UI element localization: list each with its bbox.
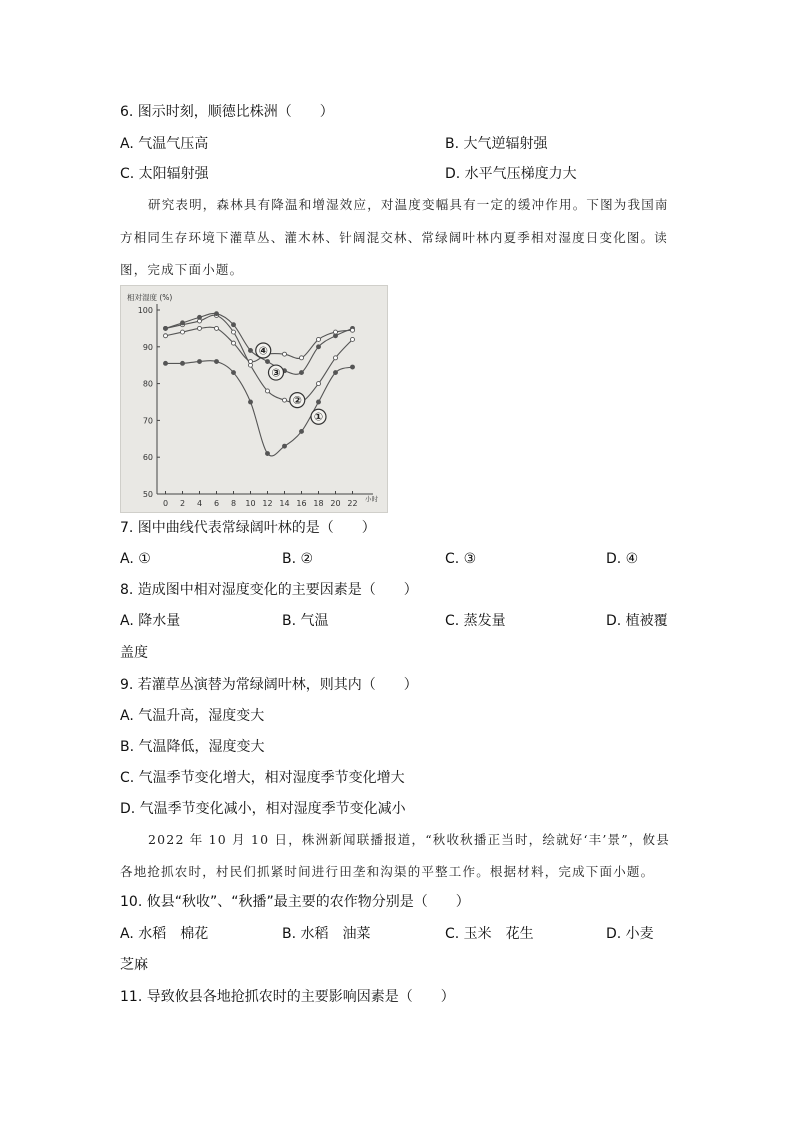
passage1-line-3: 图，完成下面小题。 xyxy=(120,262,244,277)
passage1-line-1: 研究表明，森林具有降温和增湿效应，对温度变幅具有一定的缓冲作用。下图为我国南 xyxy=(148,197,669,212)
series-3-point-4 xyxy=(232,323,236,327)
q10-option-d: D. 小麦 xyxy=(606,926,654,942)
q10-option-d-wrap: 芝麻 xyxy=(120,957,148,973)
series-3-point-6 xyxy=(266,360,270,364)
q8-option-a: A. 降水量 xyxy=(120,613,181,629)
q9-option-b: B. 气温降低，湿度变大 xyxy=(120,739,265,755)
q7-option-d: D. ④ xyxy=(606,551,639,567)
x-tick-label-10: 10 xyxy=(245,499,256,508)
q9-option-d: D. 气温季节变化减小，相对湿度季节变化减小 xyxy=(120,801,406,817)
series-2-point-4 xyxy=(232,330,236,334)
q7-option-b: B. ② xyxy=(282,551,314,567)
humidity-chart-svg xyxy=(121,286,387,512)
y-tick-label-80: 80 xyxy=(142,379,153,389)
series-4-point-4 xyxy=(232,341,236,345)
q9-option-c: C. 气温季节变化增大，相对湿度季节变化增大 xyxy=(120,770,405,786)
series-4-point-10 xyxy=(334,330,338,334)
series-1-point-0 xyxy=(164,361,168,365)
series-3-label: ③ xyxy=(271,366,281,380)
q10-option-b: B. 水稻 油菜 xyxy=(282,926,371,942)
series-1-point-3 xyxy=(215,360,219,364)
series-3-point-2 xyxy=(198,315,202,319)
x-tick-label-14: 14 xyxy=(279,499,290,508)
q6-stem: 6. 图示时刻，顺德比株洲（ ） xyxy=(120,104,334,120)
humidity-chart xyxy=(120,285,388,513)
x-tick-label-2: 2 xyxy=(179,499,186,508)
q6-option-a: A. 气温气压高 xyxy=(120,136,209,152)
series-3-point-5 xyxy=(249,348,253,352)
q7-option-a: A. ① xyxy=(120,551,151,567)
series-3-point-9 xyxy=(317,345,321,349)
passage2-line-2: 各地抢抓农时，村民们抓紧时间进行田垄和沟渠的平整工作。根据材料，完成下面小题。 xyxy=(120,864,655,879)
q8-option-d: D. 植被覆 xyxy=(606,613,668,629)
q10-option-c: C. 玉米 花生 xyxy=(445,926,534,942)
series-4-point-11 xyxy=(351,328,355,332)
y-tick-label-70: 70 xyxy=(142,416,153,426)
series-3-point-8 xyxy=(300,371,304,375)
series-4-point-5 xyxy=(249,360,253,364)
series-4-label: ④ xyxy=(258,344,268,358)
series-2-point-11 xyxy=(351,337,355,341)
q11-stem: 11. 导致攸县各地抢抓农时的主要影响因素是（ ） xyxy=(120,989,455,1005)
series-1-point-1 xyxy=(181,361,185,365)
q8-option-b: B. 气温 xyxy=(282,613,329,629)
series-3-point-3 xyxy=(215,312,219,316)
q9-stem: 9. 若灌草丛演替为常绿阔叶林，则其内（ ） xyxy=(120,677,418,693)
series-1-point-9 xyxy=(317,400,321,404)
series-1-point-8 xyxy=(300,429,304,433)
y-axis-label: 相对湿度 (%) xyxy=(127,293,173,302)
y-tick-label-100: 100 xyxy=(137,306,153,315)
x-tick-label-22: 22 xyxy=(347,499,358,508)
series-1-point-10 xyxy=(334,371,338,375)
y-tick-label-90: 90 xyxy=(142,342,153,352)
series-4-point-1 xyxy=(181,330,185,334)
series-4-point-0 xyxy=(164,334,168,338)
series-4-point-9 xyxy=(317,337,321,341)
x-tick-label-20: 20 xyxy=(330,499,341,508)
x-tick-label-6: 6 xyxy=(213,499,220,508)
x-tick-label-16: 16 xyxy=(296,499,307,508)
x-axis-label: 小时 xyxy=(365,495,378,503)
q8-stem: 8. 造成图中相对湿度变化的主要因素是（ ） xyxy=(120,582,418,598)
series-4-point-7 xyxy=(283,352,287,356)
series-4-point-8 xyxy=(300,356,304,360)
y-tick-label-50: 50 xyxy=(142,490,153,499)
x-tick-label-8: 8 xyxy=(230,499,237,508)
series-1-point-11 xyxy=(351,365,355,369)
series-1-point-5 xyxy=(249,400,253,404)
x-tick-label-18: 18 xyxy=(313,499,324,508)
q9-option-a: A. 气温升高，湿度变大 xyxy=(120,708,265,724)
series-1-label: ① xyxy=(313,410,324,424)
series-2-point-6 xyxy=(266,389,270,393)
series-2-point-9 xyxy=(317,382,321,386)
q6-option-d: D. 水平气压梯度力大 xyxy=(445,166,577,182)
series-1-point-2 xyxy=(198,360,202,364)
series-1-point-6 xyxy=(266,452,270,456)
series-2-point-10 xyxy=(334,356,338,360)
passage1-line-2: 方相同生存环境下灌草丛、灌木林、针阔混交林、常绿阔叶林内夏季相对湿度日变化图。读 xyxy=(120,230,669,245)
x-tick-label-12: 12 xyxy=(262,499,273,508)
q6-option-b: B. 大气逆辐射强 xyxy=(445,136,548,152)
q7-stem: 7. 图中曲线代表常绿阔叶林的是（ ） xyxy=(120,520,376,536)
series-4-point-2 xyxy=(198,326,202,330)
y-tick-label-60: 60 xyxy=(142,453,153,463)
series-3-point-1 xyxy=(181,321,185,325)
q10-stem: 10. 攸县“秋收”、“秋播”最主要的农作物分别是（ ） xyxy=(120,894,470,910)
series-1-point-7 xyxy=(283,444,287,448)
x-tick-label-0: 0 xyxy=(162,499,169,508)
x-tick-label-4: 4 xyxy=(196,499,203,508)
q8-option-d-wrap: 盖度 xyxy=(120,645,148,661)
q6-option-c: C. 太阳辐射强 xyxy=(120,166,209,182)
passage2-line-1: 2022 年 10 月 10 日，株洲新闻联播报道，“秋收秋播正当时，绘就好‘丰’景”，攸县 xyxy=(148,832,670,847)
series-3-point-0 xyxy=(164,326,168,330)
series-4-point-3 xyxy=(215,326,219,330)
series-2-label: ② xyxy=(292,394,302,408)
series-2-point-7 xyxy=(283,398,287,402)
q10-option-a: A. 水稻 棉花 xyxy=(120,926,209,942)
series-1-point-4 xyxy=(232,371,236,375)
q8-option-c: C. 蒸发量 xyxy=(445,613,506,629)
q7-option-c: C. ③ xyxy=(445,551,477,567)
